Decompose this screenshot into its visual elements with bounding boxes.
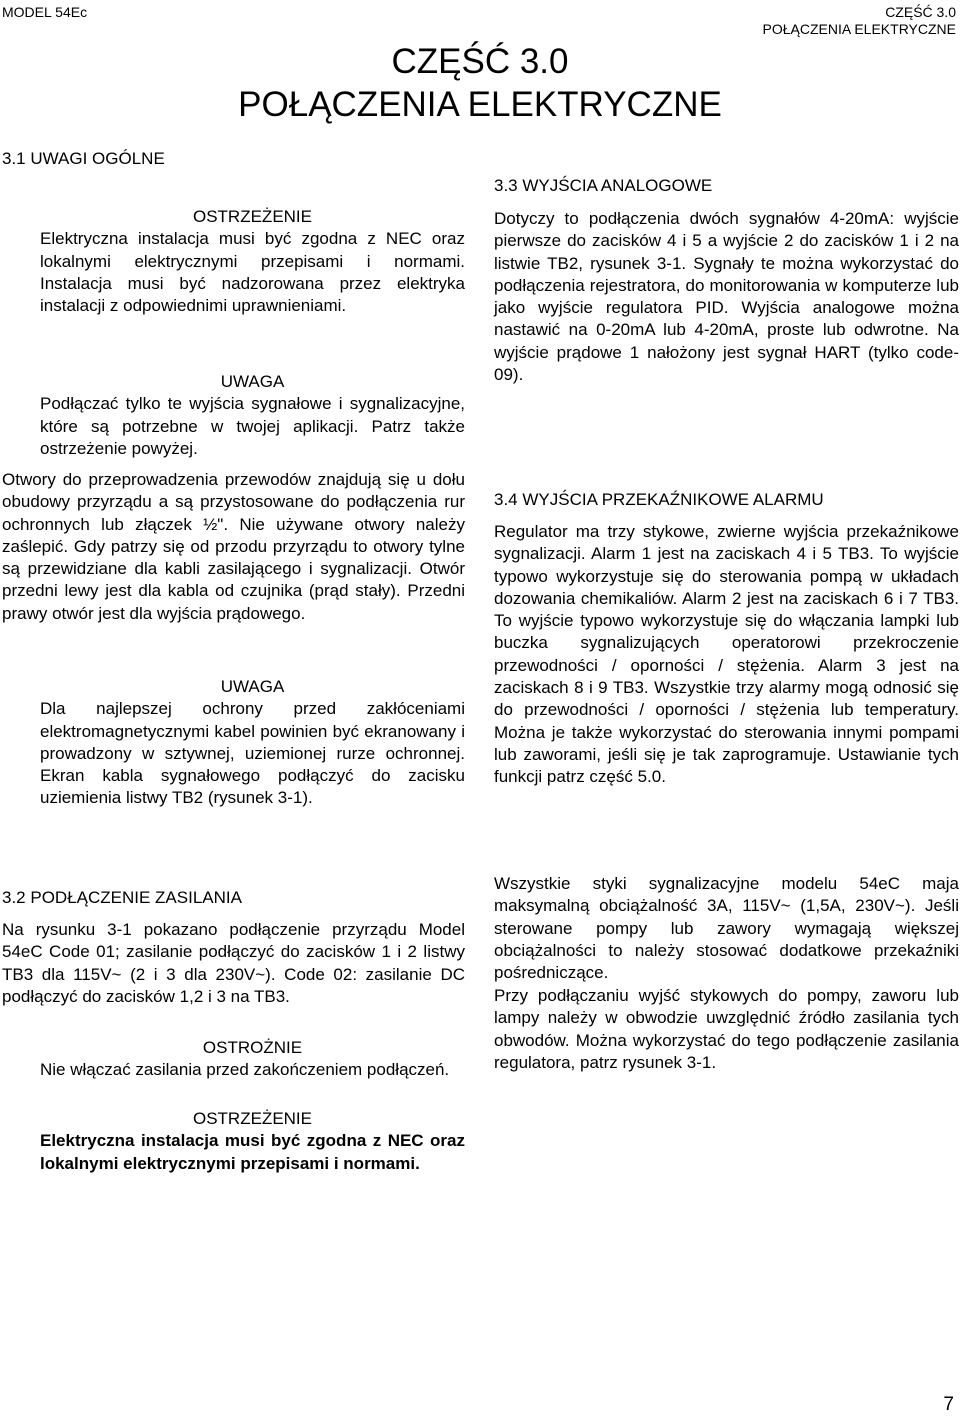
note-2 — [2, 676, 465, 810]
caution-label: OSTROŻNIE — [202, 1038, 303, 1057]
body-paragraph-2: Na rysunku 3-1 pokazano podłączenie przyrządu Model 54eC Code 01; zasilanie podłączyć do zacisków 1 i 2 listwy TB3 dla 115V~ (2 i 3 dla 230V~). Code 02: zasilanie DC podłączyć do zacisków 1,2 i 3 na TB3. — [2, 920, 465, 1006]
note-1-text: Podłączać tylko te wyjścia sygnałowe i sygnalizacyjne, które są potrzebne w twojej aplikacji. Patrz także ostrzeżenie powyżej. — [40, 394, 465, 458]
section-3-4-paragraph-1: Regulator ma trzy stykowe, zwierne wyjścia przekaźnikowe sygnalizacji. Alarm 1 jest na zaciskach 4 i 5 TB3. To wyjście typowo wykorzystuje się do sterowania pompą w układach dozowania chemikaliów. Alarm 2 jest na zaciskach 6 i 7 TB3. To wyjście typowo wykorzystuje się do włączania lampki lub buczka sygnalizujących operatorowi przekroczenie przewodności / oporności / stężenia. Alarm 3 jest na zaciskach 8 i 9 TB3. Wszystkie trzy alarmy mogą odnosić się do przewodności / oporności / stężenia lub temperatury. Można je także wykorzystać do sterowania innymi pompami lub zaworami, jeśli się je tak zaprogramuje. Ustawianie tych funkcji patrz część 5.0. — [494, 522, 959, 787]
header-section: POŁĄCZENIA ELEKTRYCZNE — [762, 21, 956, 37]
page-title-line2: POŁĄCZENIA ELEKTRYCZNE — [238, 85, 722, 124]
section-3-1-heading: 3.1 UWAGI OGÓLNE — [2, 149, 165, 168]
warning-2 — [2, 1108, 465, 1175]
page-number: 7 — [943, 1394, 954, 1415]
warning-1-label: OSTRZEŻENIE — [192, 207, 312, 226]
note-1-label: UWAGA — [220, 372, 285, 391]
section-3-3-heading: 3.3 WYJŚCIA ANALOGOWE — [494, 176, 713, 195]
page-title-line1: CZĘŚĆ 3.0 — [391, 42, 569, 81]
body-paragraph-1: Otwory do przeprowadzenia przewodów znajdują się u dołu obudowy przyrządu a są przystosowane do podłączenia rur ochronnych lub złączek ½". Nie używane otwory należy zaślepić. Gdy patrzy się od przodu przyrządu to otwory tylne są przewidziane dla kabli zasilającego i sygnalizacji. Otwór przedni lewy jest dla kabla od czujnika (prąd stały). Przedni prawy otwór jest dla wyjścia prądowego. — [2, 470, 465, 623]
section-3-4-paragraph-3: Przy podłączaniu wyjść stykowych do pompy, zaworu lub lampy należy w obwodzie uwzględnić źródło zasilania tych obwodów. Można wykorzystać do tego podłączenie zasilania regulatora, patrz rysunek 3-1. — [494, 986, 959, 1072]
header-model: MODEL 54Ec — [2, 4, 88, 20]
note-2-label: UWAGA — [220, 677, 285, 696]
section-3-4-paragraph-2: Wszystkie styki sygnalizacyjne modelu 54eC maja maksymalną obciążalność 3A, 115V~ (1,5A, 230V~). Jeśli sterowane pompy lub zawory wymagają większej obciążalności to należy stosować dodatkowe przekaźniki pośredniczące. — [494, 874, 959, 983]
warning-1-text: Elektryczna instalacja musi być zgodna z NEC oraz lokalnymi elektrycznymi przepisami i normami. Instalacja musi być nadzorowana przez elektryka instalacji z odpowiednimi uprawnieniami. — [40, 229, 465, 316]
section-3-3-text: Dotyczy to podłączenia dwóch sygnałów 4-20mA: wyjście pierwsze do zacisków 4 i 5 a wyjście 2 do zacisków 1 i 2 na listwie TB2, rysunek 3-1. Sygnały te można wykorzystać do podłączenia rejestratora, do monitorowania w komputerze lub jako wyjście regulatora PID. Wyjścia analogowe można nastawić na 0-20mA lub 4-20mA, proste lub odwrotne. Na wyjście prądowe 1 nałożony jest sygnał HART (tylko code-09). — [494, 209, 959, 385]
warning-2-label: OSTRZEŻENIE — [192, 1109, 312, 1128]
warning-1 — [2, 206, 465, 317]
warning-2-text: Elektryczna instalacja musi być zgodna z NEC oraz lokalnymi elektrycznymi przepisami i normami. — [40, 1131, 465, 1173]
caution — [2, 1037, 465, 1082]
header-part: CZĘŚĆ 3.0 — [885, 4, 956, 20]
header-right — [763, 4, 956, 38]
note-1 — [2, 371, 465, 460]
section-3-2-heading: 3.2 PODŁĄCZENIE ZASILANIA — [2, 888, 242, 907]
note-2-text: Dla najlepszej ochrony przed zakłóceniami elektromagnetycznymi kabel powinien być ekranowany i prowadzony w sztywnej, uziemionej rurze ochronnej. Ekran kabla sygnałowego podłączyć do zacisku uziemienia listwy TB2 (rysunek 3-1). — [40, 699, 465, 808]
caution-text: Nie włączać zasilania przed zakończeniem podłączeń. — [40, 1060, 450, 1080]
section-3-4-heading: 3.4 WYJŚCIA PRZEKAŹNIKOWE ALARMU — [494, 490, 824, 509]
